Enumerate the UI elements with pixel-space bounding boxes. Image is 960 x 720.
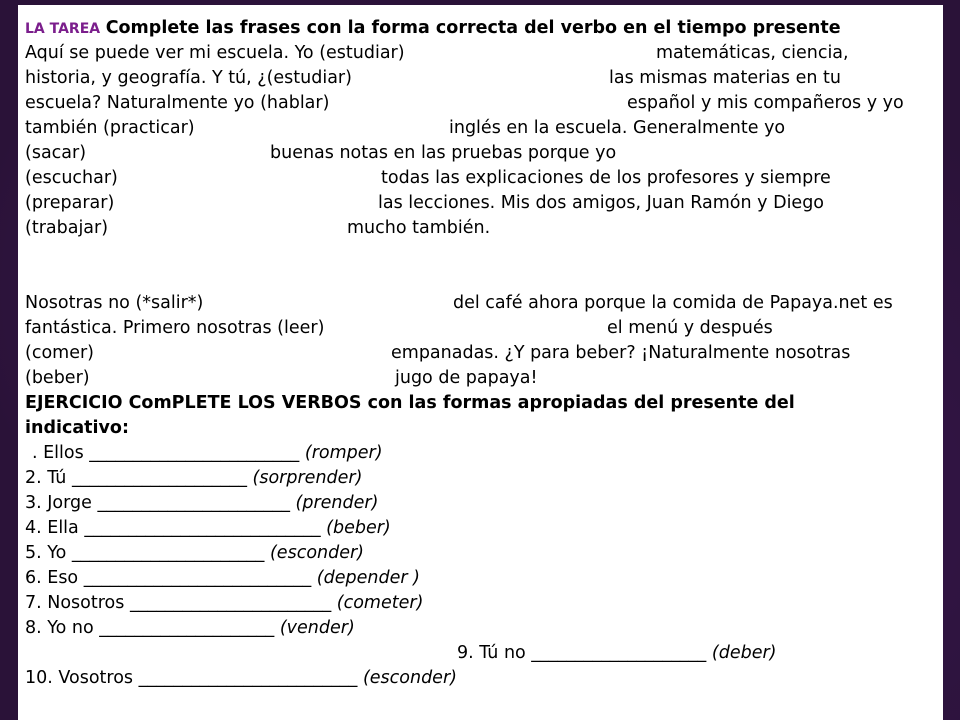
exercise-item-verb: (cometer) xyxy=(336,593,424,613)
exercise-item-5 xyxy=(25,541,364,565)
exercise-item-1 xyxy=(32,441,383,465)
exercise-item-10 xyxy=(25,666,457,690)
exercise-item-2 xyxy=(25,466,362,490)
exercise-item-verb: (esconder) xyxy=(269,543,365,563)
p2-line-4-b: jugo de papaya! xyxy=(395,368,538,388)
document-page xyxy=(18,5,943,720)
p1-line-4-b: inglés en la escuela. Generalmente yo xyxy=(449,118,786,138)
p1-line-8-a: (trabajar) xyxy=(25,218,109,238)
p1-line-6-b: todas las explicaciones de los profesores y siempre xyxy=(381,168,831,188)
p2-line-3-b: empanadas. ¿Y para beber? ¡Naturalmente nosotras xyxy=(391,343,851,363)
exercise-item-verb: (romper) xyxy=(304,443,383,463)
p1-line-5-b: buenas notas en las pruebas porque yo xyxy=(270,143,617,163)
p1-line-4-a: también (practicar) xyxy=(25,118,195,138)
exercise-item-text: 10. Vosotros _________________________ xyxy=(25,668,358,688)
exercise-item-text: 2. Tú ____________________ xyxy=(25,468,247,488)
p1-line-7-b: las lecciones. Mis dos amigos, Juan Ramón y Diego xyxy=(378,193,825,213)
exercise-item-7 xyxy=(25,591,423,615)
p1-line-7-a: (preparar) xyxy=(25,193,115,213)
exercise-item-verb: (depender ) xyxy=(316,568,420,588)
exercise-item-text: 4. Ella ___________________________ xyxy=(25,518,321,538)
exercise-item-8 xyxy=(25,616,355,640)
exercise-item-text: 6. Eso __________________________ xyxy=(25,568,312,588)
exercise-item-verb: (prender) xyxy=(295,493,379,513)
exercise-item-text: . Ellos ________________________ xyxy=(32,443,300,463)
exercise-item-text: 9. Tú no ____________________ xyxy=(457,643,707,663)
exercise-item-verb: (vender) xyxy=(279,618,355,638)
p2-line-4-a: (beber) xyxy=(25,368,90,388)
title-label: LA TAREA xyxy=(25,21,101,37)
exercise-item-verb: (esconder) xyxy=(362,668,457,688)
title-line xyxy=(25,16,841,41)
exercise-heading-2: indicativo: xyxy=(25,418,129,438)
p1-line-8-b: mucho también. xyxy=(347,218,491,238)
p2-line-2-a: fantástica. Primero nosotras (leer) xyxy=(25,318,325,338)
exercise-heading-1: EJERCICIO ComPLETE LOS VERBOS con las formas apropiadas del presente del xyxy=(25,393,795,413)
p1-line-1-a: Aquí se puede ver mi escuela. Yo (estudiar) xyxy=(25,43,405,63)
exercise-item-text: 3. Jorge ______________________ xyxy=(25,493,290,513)
p2-line-2-b: el menú y después xyxy=(607,318,773,338)
exercise-item-9 xyxy=(457,641,777,665)
exercise-item-verb: (deber) xyxy=(711,643,777,663)
p2-line-1-b: del café ahora porque la comida de Papaya.net es xyxy=(453,293,893,313)
exercise-item-text: 7. Nosotros _______________________ xyxy=(25,593,332,613)
exercise-item-text: 8. Yo no ____________________ xyxy=(25,618,275,638)
p1-line-3-b: español y mis compañeros y yo xyxy=(627,93,904,113)
p2-line-1-a: Nosotras no (*salir*) xyxy=(25,293,204,313)
exercise-item-4 xyxy=(25,516,391,540)
p2-line-3-a: (comer) xyxy=(25,343,94,363)
p1-line-3-a: escuela? Naturalmente yo (hablar) xyxy=(25,93,330,113)
exercise-item-6 xyxy=(25,566,420,590)
exercise-item-verb: (sorprender) xyxy=(252,468,363,488)
p1-line-1-b: matemáticas, ciencia, xyxy=(656,43,849,63)
exercise-item-verb: (beber) xyxy=(326,518,391,538)
exercise-item-text: 5. Yo ______________________ xyxy=(25,543,265,563)
p1-line-6-a: (escuchar) xyxy=(25,168,118,188)
title-text: Complete las frases con la forma correcta del verbo en el tiempo presente xyxy=(105,18,841,38)
p1-line-2-b: las mismas materias en tu xyxy=(609,68,841,88)
p1-line-5-a: (sacar) xyxy=(25,143,87,163)
exercise-item-3 xyxy=(25,491,378,515)
p1-line-2-a: historia, y geografía. Y tú, ¿(estudiar) xyxy=(25,68,352,88)
